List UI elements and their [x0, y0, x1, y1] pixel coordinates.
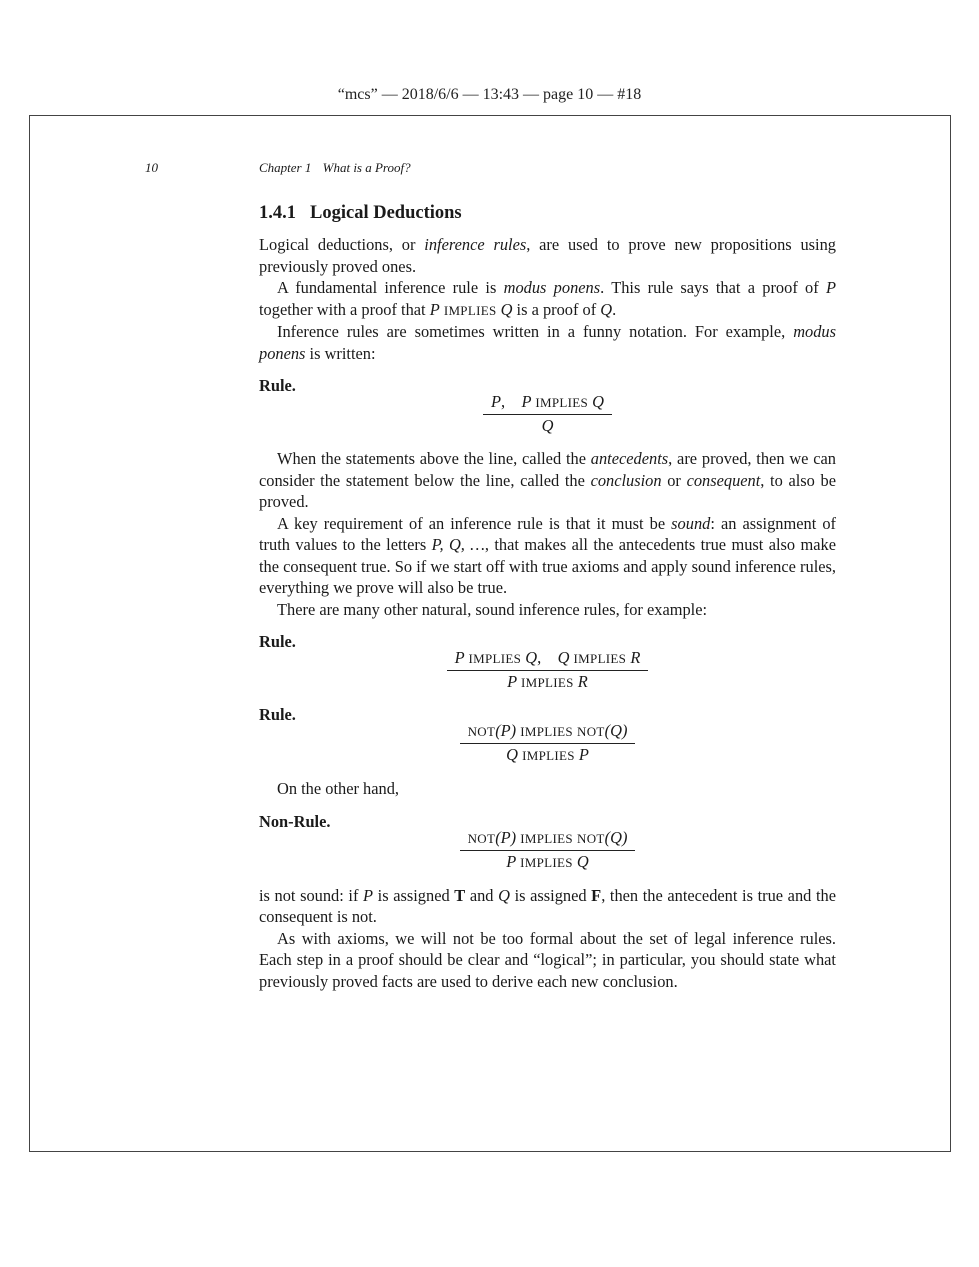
paragraph: On the other hand, [277, 779, 399, 798]
paragraph: As with axioms, we will not be too formal about the set of legal inference rules. Each step in a proof should be clear and “logical”; in particular, you should state what previously proved facts are used to derive each new conclusion. [259, 928, 836, 991]
rule-antecedents: P IMPLIES Q, Q IMPLIES R [447, 648, 649, 671]
running-head-title: What is a Proof? [322, 160, 411, 175]
page-slug: “mcs” — 2018/6/6 — 13:43 — page 10 — #18 [337, 86, 642, 103]
inference-rule [259, 704, 836, 766]
paragraph: Logical deductions, or inference rules, are used to prove new propositions using previously proved ones. [259, 235, 837, 276]
rule-antecedents: NOT(P) IMPLIES NOT(Q) [460, 828, 636, 851]
rule-label: Rule. [259, 705, 296, 724]
paragraph: A key requirement of an inference rule is that it must be sound: an assignment of truth values to the letters P, Q, …, that makes all the antecedents true must also make the consequent true. So if we start off with true axioms and apply sound inference rules, everything we prove will also be true. [259, 513, 837, 597]
running-head-chapter: Chapter 1 [259, 160, 312, 175]
rule-fraction [447, 648, 649, 693]
rule-consequent: Q IMPLIES P [506, 745, 589, 764]
rule-fraction [460, 721, 636, 766]
rule-fraction [460, 828, 636, 873]
section-heading [259, 200, 836, 226]
rule-label: Non-Rule. [259, 811, 331, 831]
non-rule [259, 811, 836, 873]
rule-label: Rule. [259, 632, 296, 651]
section-title: Logical Deductions [310, 203, 462, 223]
rule-consequent: P IMPLIES Q [506, 851, 589, 871]
page-number: 10 [145, 160, 158, 175]
rule-label: Rule. [259, 376, 296, 395]
section-number: 1.4.1 [259, 203, 296, 223]
rule-consequent: Q [541, 416, 554, 435]
rule-antecedents: P, P IMPLIES Q [483, 392, 612, 415]
paragraph: is not sound: if P is assigned T and Q is assigned F, then the antecedent is true and the consequent is not. [259, 885, 836, 926]
rule-consequent: P IMPLIES R [507, 672, 588, 691]
paragraph: There are many other natural, sound inference rules, for example: [277, 599, 708, 619]
rule-antecedents: NOT(P) IMPLIES NOT(Q) [460, 721, 636, 744]
page-body [259, 200, 836, 992]
inference-rule [259, 375, 836, 436]
running-head [259, 160, 411, 176]
rule-fraction [483, 392, 612, 436]
paragraph: When the statements above the line, called the antecedents, are proved, then we can consider the statement below the line, called the conclusion or consequent, to also be proved. [259, 449, 836, 511]
inference-rule [259, 631, 836, 693]
paragraph: Inference rules are sometimes written in a funny notation. For example, modus ponens is written: [259, 322, 836, 363]
paragraph: A fundamental inference rule is modus ponens. This rule says that a proof of P together with a proof that P IMPLIES Q is a proof of Q. [259, 278, 836, 319]
